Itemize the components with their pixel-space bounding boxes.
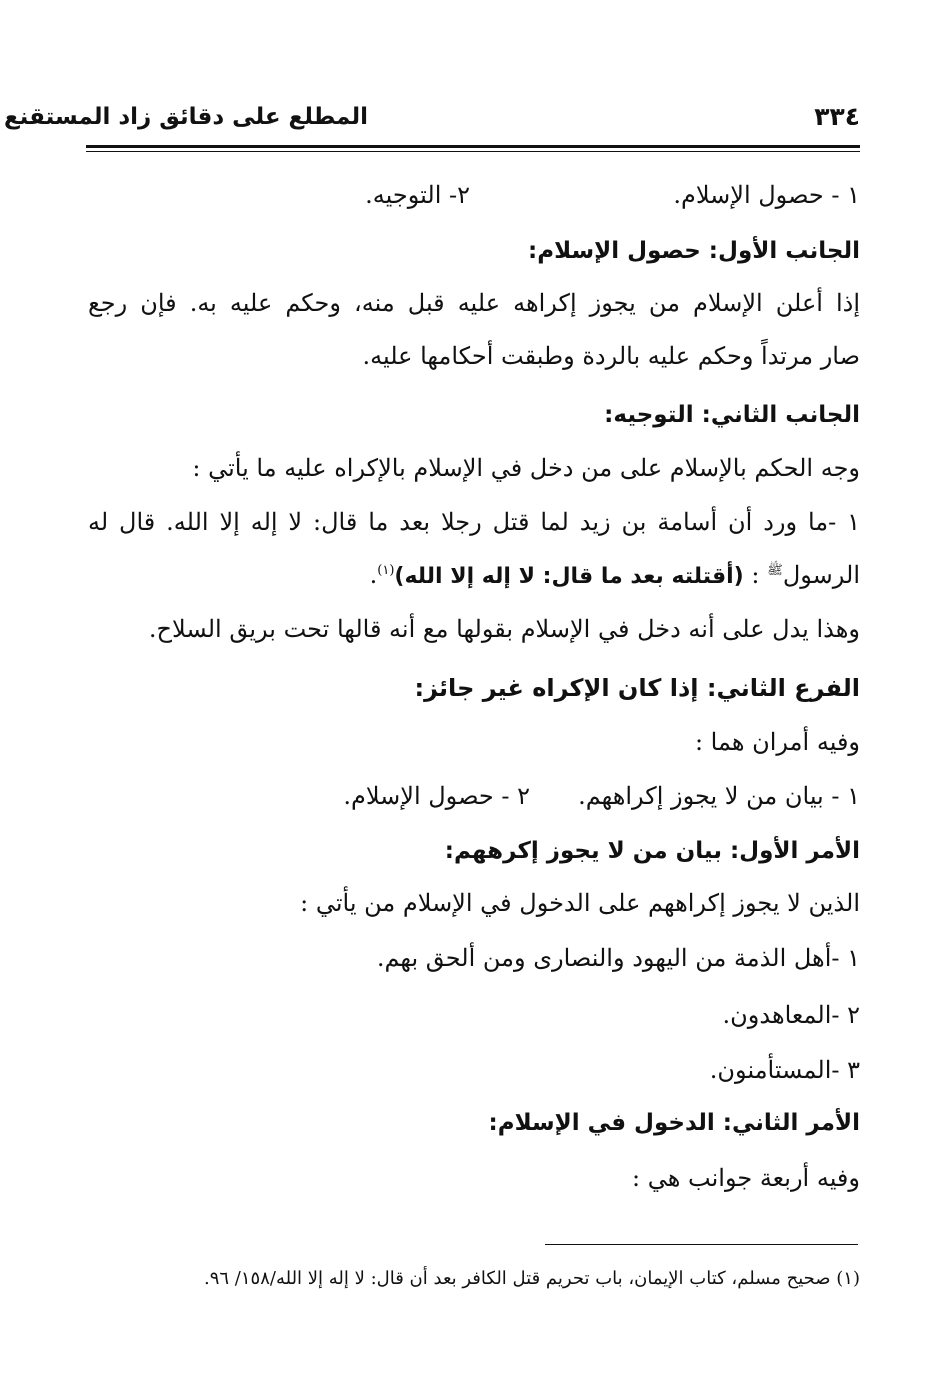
paragraph-line: وفيه أربعة جوانب هي : [632,1164,860,1192]
header-rule-thick [86,145,860,148]
list-item: ١ -أهل الذمة من اليهود والنصارى ومن ألحق بهم. [376,944,860,972]
paragraph-line: صار مرتداً وحكم عليه بالردة وطبقت أحكامها عليه. [362,342,860,370]
list-item: ٢ - حصول الإسلام. [343,782,530,810]
paragraph-line: ١ -ما ورد أن أسامة بن زيد لما قتل رجلا بعد ما قال: لا إله إلا الله. قال له [88,508,860,536]
paragraph-line: وفيه أمران هما : [694,728,860,756]
section-heading: الأمر الأول: بيان من لا يجوز إكرههم: [444,838,860,864]
section-heading: الأمر الثاني: الدخول في الإسلام: [488,1110,860,1136]
footnote-reference: (١) [377,563,395,578]
list-item: ٢- التوجيه. [365,181,470,209]
paragraph-line: إذا أعلن الإسلام من يجوز إكراهه عليه قبل منه، وحكم عليه به. فإن رجع [88,289,860,317]
list-item: ١ - حصول الإسلام. [673,181,860,209]
header-rule-thin [86,151,860,152]
text-run: . [369,561,378,589]
paragraph-line: وجه الحكم بالإسلام على من دخل في الإسلام بالإكراه عليه ما يأتي : [192,454,860,482]
page-number: ٣٣٤ [814,102,860,131]
hadith-quote: (أقتلته بعد ما قال: لا إله إلا الله) [394,564,744,589]
list-item: ١ - بيان من لا يجوز إكراههم. [578,782,860,810]
text-run: : [743,561,760,589]
footnote-separator [545,1244,858,1245]
paragraph-line: الذين لا يجوز إكراههم على الدخول في الإسلام من يأتي : [300,889,860,917]
list-item: ٣ -المستأمنون. [709,1056,860,1084]
paragraph-line: وهذا يدل على أنه دخل في الإسلام بقولها مع أنه قالها تحت بريق السلاح. [148,615,860,643]
footnote: (١) صحيح مسلم، كتاب الإيمان، باب تحريم قتل الكافر بعد أن قال: لا إله إلا الله/١٥٨/ ٩٦. [204,1268,860,1289]
section-heading: الفرع الثاني: إذا كان الإكراه غير جائز: [414,674,860,702]
honorific-ligature: ﷺ [767,563,783,578]
section-heading: الجانب الأول: حصول الإسلام: [528,238,860,264]
paragraph-line [370,561,860,590]
section-heading: الجانب الثاني: التوجيه: [604,402,860,428]
running-header-title: المطلع على دقائق زاد المستقنع [3,104,368,130]
text-run: الرسول [782,561,860,589]
list-item: ٢ -المعاهدون. [722,1001,860,1029]
